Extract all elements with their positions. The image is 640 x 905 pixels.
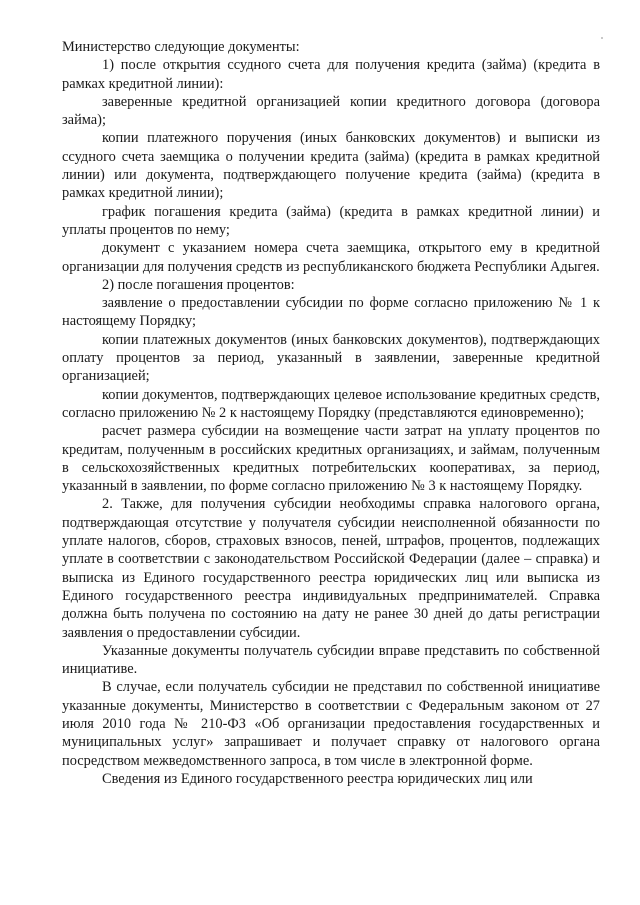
document-body xyxy=(62,38,600,788)
paragraph-item-1: 1) после открытия ссудного счета для получения кредита (займа) (кредита в рамках кредитной линии): xyxy=(62,57,600,92)
paragraph-interagency-request: В случае, если получатель субсидии не представил по собственной инициативе указанные документы, Министерство в соответствии с Федеральным законом от 27 июля 2010 года № 210-ФЗ «Об организации предоставления государственных и муниципальных услуг» запрашивает и получает справку от налогового органа посредством межведомственного запроса, в том числе в электронной форме. xyxy=(62,679,600,769)
paragraph-registry-info: Сведения из Единого государственного реестра юридических лиц или xyxy=(102,770,533,787)
paragraph-payment-order: копии платежного поручения (иных банковских документов) и выписки из ссудного счета заемщика о получении кредита (займа) (кредита в рамках кредитной линии) или документа, подтверждающего получение кредита (займа) (кредита в рамках кредитной линии); xyxy=(62,130,600,202)
scan-speck xyxy=(601,37,603,39)
paragraph-repayment-schedule: график погашения кредита (займа) (кредита в рамках кредитной линии) и уплаты процентов по нему; xyxy=(62,203,600,238)
paragraph-payment-documents: копии платежных документов (иных банковских документов), подтверждающих оплату процентов за период, указанный в заявлении, заверенные кредитной организацией; xyxy=(62,331,600,385)
paragraph-usage-documents: копии документов, подтверждающих целевое использование кредитных средств, согласно приложению № 2 к настоящему Порядку (представляются единовременно); xyxy=(62,386,600,421)
paragraph-section-2: 2. Также, для получения субсидии необходимы справка налогового органа, подтверждающая отсутствие у получателя субсидии неисполненной обязанности по уплате налогов, сборов, страховых взносов, пеней, штрафов, процентов, подлежащих уплате в соответствии с законодательством Российской Федерации (далее – справка) и выписка из Единого государственного реестра юридических лиц или выписка из Единого государственного реестра индивидуальных предпринимателей. Справка должна быть получена по состоянию на дату не ранее 30 дней до даты регистрации заявления о предоставлении субсидии. xyxy=(62,496,600,641)
paragraph-own-initiative: Указанные документы получатель субсидии вправе представить по собственной инициативе. xyxy=(62,642,600,678)
paragraph-credit-agreement: заверенные кредитной организацией копии кредитного договора (договора займа); xyxy=(62,93,600,129)
paragraph-item-2: 2) после погашения процентов: xyxy=(102,276,295,293)
paragraph-application: заявление о предоставлении субсидии по форме согласно приложению № 1 к настоящему Порядку; xyxy=(62,295,600,330)
paragraph-subsidy-calculation: расчет размера субсидии на возмещение части затрат на уплату процентов по кредитам, полученным в российских кредитных организациях, и займам, полученным в сельскохозяйственных кредитных потребительских кооперативах, за период, указанный в заявлении, по форме согласно приложению № 3 к настоящему Порядку. xyxy=(62,423,600,495)
paragraph-account-document: документ с указанием номера счета заемщика, открытого ему в кредитной организации для получения средств из республиканского бюджета Республики Адыгея. xyxy=(62,240,600,275)
paragraph-intro: Министерство следующие документы: xyxy=(62,39,300,55)
